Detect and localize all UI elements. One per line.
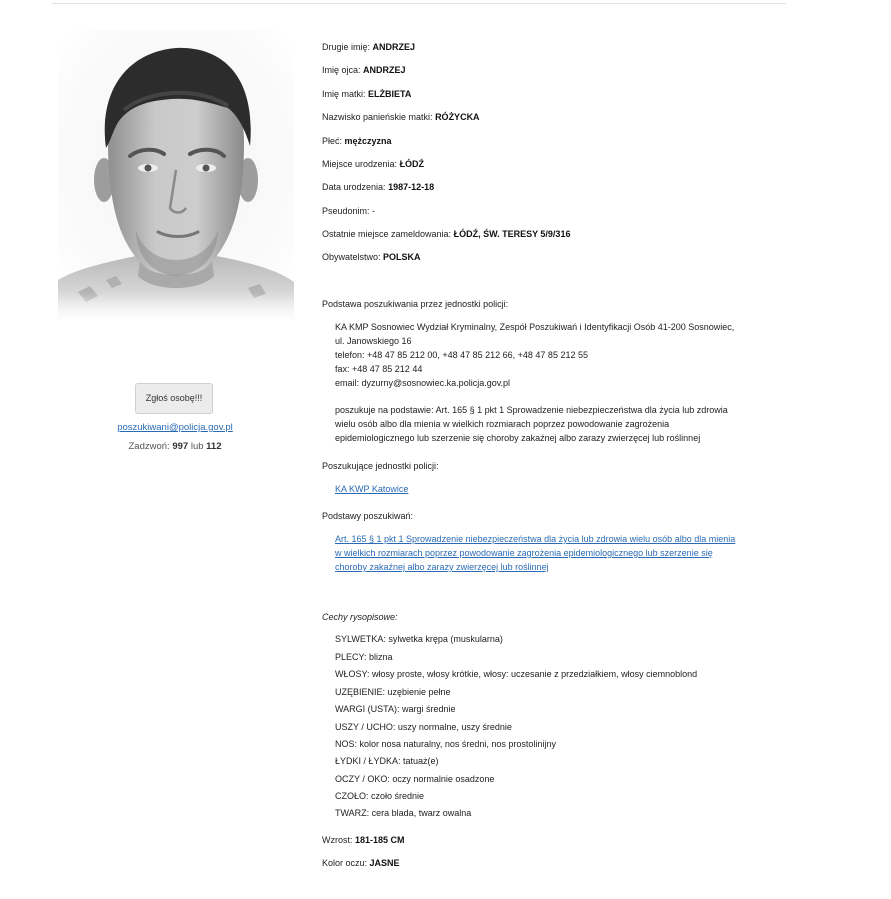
detail-label: Drugie imię: [322, 42, 371, 52]
searching-units-heading: Poszukujące jednostki policji: [322, 461, 439, 471]
detail-value: mężczyzna [344, 136, 392, 146]
detail-row [322, 229, 570, 240]
detail-row [322, 42, 415, 53]
detail-row [322, 89, 411, 100]
detail-row [322, 159, 424, 170]
eye-color-value: JASNE [369, 858, 400, 868]
height-value: 181-185 CM [355, 835, 405, 845]
person-photo [58, 30, 294, 322]
top-divider [52, 3, 786, 4]
detail-label: Pseudonim: [322, 206, 370, 216]
feature-item: OCZY / OKO: oczy normalnie osadzone [335, 774, 495, 784]
detail-value: ŁÓDŹ [399, 159, 425, 169]
email-link[interactable]: poszukiwani@policja.gov.pl [117, 422, 233, 433]
eye-color-row [322, 858, 400, 869]
detail-row [322, 252, 421, 263]
feature-item: TWARZ: cera blada, twarz owalna [335, 808, 472, 818]
features-heading: Cechy rysopisowe: [322, 612, 398, 622]
legal-basis-line: epidemiologicznego lub szerzenie się choroby zakaźnej albo zarazy zwierzęcej lub roślinnej [335, 433, 701, 443]
detail-value: 1987-12-18 [388, 182, 435, 192]
feature-item: CZOŁO: czoło średnie [335, 791, 425, 801]
detail-row [322, 206, 375, 217]
detail-row [322, 112, 480, 123]
feature-item: SYLWETKA: sylwetka krępa (muskularna) [335, 634, 503, 644]
unit-phone: telefon: +48 47 85 212 00, +48 47 85 212 66, +48 47 85 212 55 [335, 350, 588, 360]
unit-email: email: dyzurny@sosnowiec.ka.policja.gov.pl [335, 378, 511, 388]
call-prefix: Zadzwoń: [128, 441, 170, 452]
searching-unit-link[interactable]: KA KWP Katowice [335, 484, 409, 494]
eye-color-label: Kolor oczu: [322, 858, 368, 868]
feature-item: UZĘBIENIE: uzębienie pełne [335, 687, 451, 697]
detail-label: Data urodzenia: [322, 182, 386, 192]
feature-item: WARGI (USTA): wargi średnie [335, 704, 456, 714]
search-ground-link[interactable]: w wielkich rozmiarach poprzez powodowanie zagrożenia epidemiologicznego lub szerzenie się [335, 548, 713, 558]
detail-value: ANDRZEJ [372, 42, 416, 52]
detail-label: Imię ojca: [322, 65, 361, 75]
detail-value: ANDRZEJ [363, 65, 406, 75]
search-grounds-heading: Podstawy poszukiwań: [322, 511, 414, 521]
feature-item: PLECY: blizna [335, 652, 393, 662]
detail-value: - [372, 206, 376, 216]
search-ground-link[interactable]: Art. 165 § 1 pkt 1 Sprowadzenie niebezpieczeństwa dla życia lub zdrowia wielu osób albo dla mienia [335, 534, 736, 544]
detail-row [322, 136, 392, 147]
detail-label: Ostatnie miejsce zameldowania: [322, 229, 452, 239]
feature-item: ŁYDKI / ŁYDKA: tatuaż(e) [335, 756, 439, 766]
call-number-997: 997 [172, 441, 189, 452]
detail-label: Imię matki: [322, 89, 366, 99]
detail-label: Obywatelstwo: [322, 252, 381, 262]
feature-item: WŁOSY: włosy proste, włosy krótkie, włosy: uczesanie z przedziałkiem, włosy ciemnoblond [335, 669, 698, 679]
call-number-112: 112 [206, 441, 222, 452]
detail-value: ELŻBIETA [368, 89, 412, 99]
unit-address-line: KA KMP Sosnowiec Wydział Kryminalny, Zespół Poszukiwań i Identyfikacji Osób 41-200 Sosnowiec, [335, 322, 735, 332]
unit-address-line: ul. Janowskiego 16 [335, 336, 412, 346]
detail-label: Nazwisko panieńskie matki: [322, 112, 433, 122]
detail-value: RÓŻYCKA [435, 112, 480, 122]
height-row [322, 835, 405, 846]
basis-heading: Podstawa poszukiwania przez jednostki policji: [322, 299, 509, 309]
detail-row [322, 65, 406, 76]
call-numbers [60, 441, 290, 452]
legal-basis-line: poszukuje na podstawie: Art. 165 § 1 pkt 1 Sprowadzenie niebezpieczeństwa dla życia lub zdrowia [335, 405, 728, 415]
report-person-button[interactable]: Zgłoś osobę!!! [135, 383, 213, 414]
unit-fax: fax: +48 47 85 212 44 [335, 364, 423, 374]
call-joiner: lub [190, 441, 204, 452]
feature-item: USZY / UCHO: uszy normalne, uszy średnie [335, 722, 512, 732]
feature-item: NOS: kolor nosa naturalny, nos średni, nos prostolinijny [335, 739, 556, 749]
detail-value: POLSKA [383, 252, 421, 262]
detail-value: ŁÓDŹ, ŚW. TERESY 5/9/316 [453, 229, 571, 239]
detail-row [322, 182, 434, 193]
search-ground-link[interactable]: choroby zakaźnej albo zarazy zwierzęcej lub roślinnej [335, 562, 549, 572]
height-label: Wzrost: [322, 835, 353, 845]
detail-label: Miejsce urodzenia: [322, 159, 398, 169]
legal-basis-line: wielu osób albo dla mienia w wielkich rozmiarach poprzez powodowanie zagrożenia [335, 419, 670, 429]
detail-label: Płeć: [322, 136, 343, 146]
